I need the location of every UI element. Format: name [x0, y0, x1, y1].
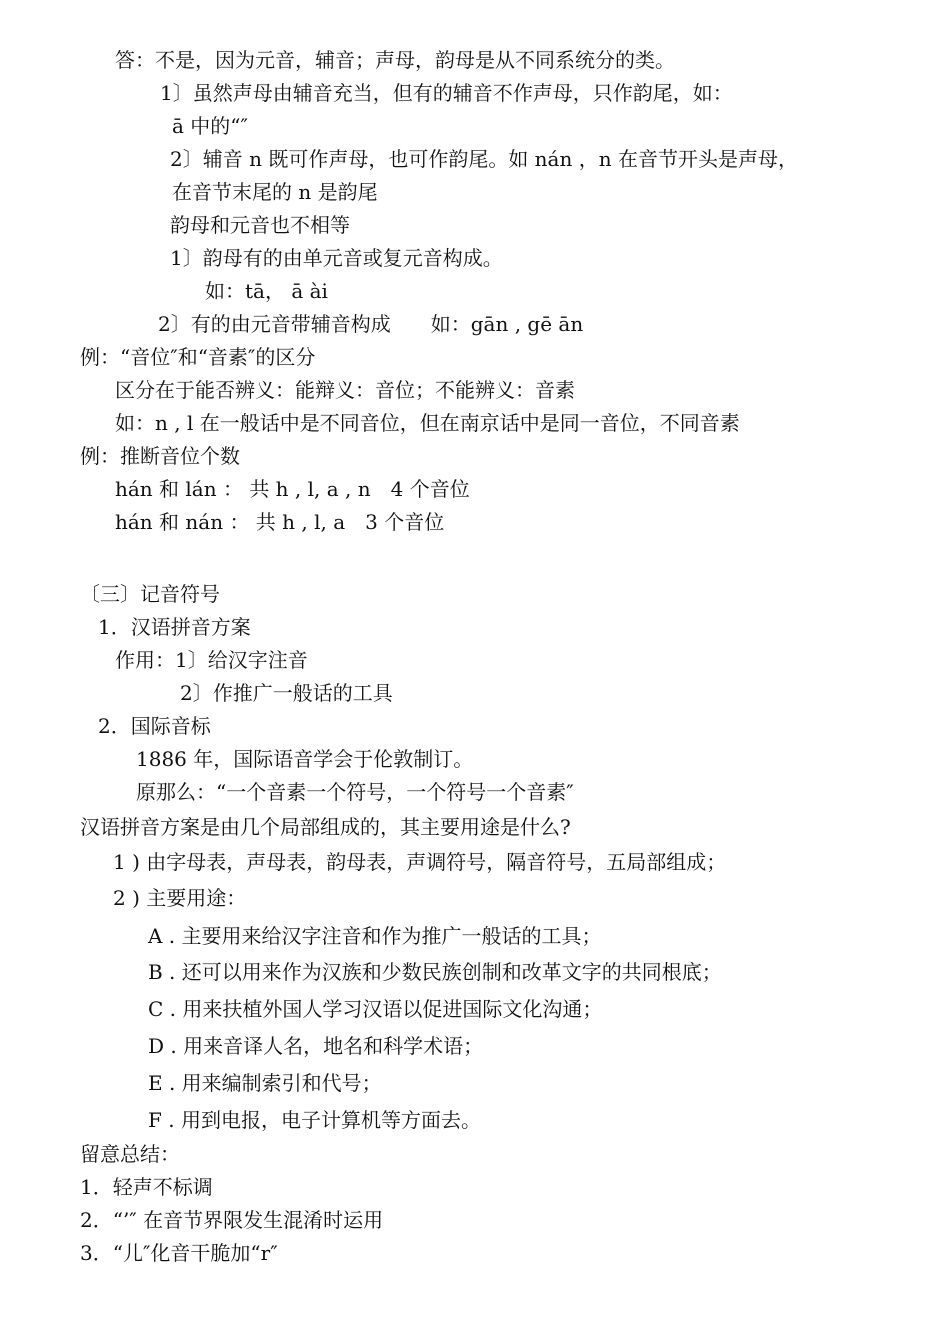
pinyin-composition: 1 ) 由字母表，声母表，韵母表，声调符号，隔音符号，五局部组成； [113, 850, 727, 874]
answer-intro: 答：不是，因为元音，辅音；声母，韵母是从不同系统分的类。 [115, 48, 675, 72]
final-example-1: 如：tā， ā ài [205, 279, 328, 303]
ipa-history: 1886 年，国际语音学会于伦敦制订。 [136, 747, 474, 771]
han-nan-line: hán 和 nán ： 共 h , l, a 3 个音位 [115, 510, 445, 534]
function-1: 作用：1〕给汉字注音 [115, 648, 308, 672]
notes-heading: 留意总结： [80, 1142, 180, 1166]
use-e: E . 用来编制索引和代号； [148, 1071, 382, 1095]
distinction-line: 区分在于能否辨义：能辩义：音位；不能辨义：音素 [115, 378, 575, 402]
use-b: B . 还可以用来作为汉族和少数民族创制和改革文字的共同根底； [148, 960, 722, 984]
section-3-heading: 〔三〕记音符号 [80, 582, 220, 606]
final-point-1: 1〕韵母有的由单元音或复元音构成。 [170, 246, 503, 270]
point-2-n-cont: 在音节末尾的 n 是韵尾 [172, 180, 378, 204]
note-3: 3．“儿″化音干脆加“r″ [80, 1241, 278, 1265]
han-lan-line: hán 和 lán ： 共 h , l, a , n 4 个音位 [115, 477, 470, 501]
pinyin-question: 汉语拼音方案是由几个局部组成的，其主要用途是什么? [80, 815, 571, 839]
nanjing-example: 如：n , l 在一般话中是不同音位，但在南京话中是同一音位，不同音素 [115, 411, 740, 435]
use-a: A . 主要用来给汉字注音和作为推广一般话的工具； [148, 924, 602, 948]
pinyin-scheme-heading: 1．汉语拼音方案 [98, 615, 251, 639]
ipa-heading: 2．国际音标 [98, 714, 211, 738]
main-uses-heading: 2 ) 主要用途： [113, 886, 247, 910]
example-phoneme-vs-phone: 例：“音位″和“音素″的区分 [80, 345, 316, 369]
final-point-2: 2〕有的由元音带辅音构成 如：gān , gē ān [158, 312, 584, 336]
point-1-consonant-initial: 1〕虽然声母由辅音充当，但有的辅音不作声母，只作韵尾，如： [160, 81, 733, 105]
note-1: 1．轻声不标调 [80, 1175, 213, 1199]
function-2: 2〕作推广一般话的工具 [180, 681, 393, 705]
ipa-principle: 原那么：“一个音素一个符号，一个符号一个音素″ [136, 780, 574, 804]
final-vowel-not-equal: 韵母和元音也不相等 [170, 213, 350, 237]
use-d: D . 用来音译人名，地名和科学术语； [148, 1034, 484, 1058]
use-c: C . 用来扶植外国人学习汉语以促进国际文化沟通； [148, 997, 603, 1021]
example-count-phonemes: 例：推断音位个数 [80, 444, 240, 468]
use-f: F . 用到电报，电子计算机等方面去。 [148, 1108, 481, 1132]
point-2-n: 2〕辅音 n 既可作声母，也可作韵尾。如 nán ，n 在音节开头是声母， [170, 147, 798, 171]
example-a: ā 中的“″ [172, 114, 248, 138]
note-2: 2．“’″ 在音节界限发生混淆时运用 [80, 1208, 384, 1232]
